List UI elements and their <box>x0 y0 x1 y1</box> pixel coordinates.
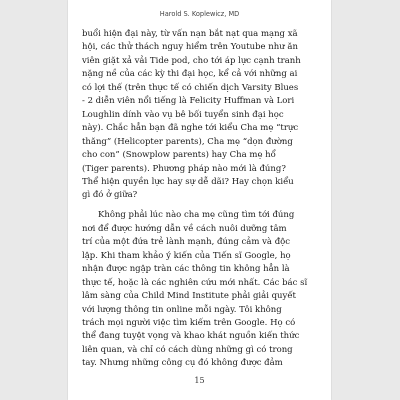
text-line: (Tiger parents). Phương pháp nào mới là đúng? <box>82 163 286 174</box>
text-line: này). Chắc hẳn bạn đã nghe tới kiểu Cha mẹ “trực <box>82 123 299 134</box>
text-line: có lợi thế (trên thực tế có chiến dịch Varsity Blues <box>82 82 299 93</box>
text-line: với lượng thông tin online mỗi ngày. Tôi không <box>82 304 282 315</box>
text-line: lâm sàng của Child Mind Institute phải giải quyết <box>82 291 296 302</box>
text-line: Thể hiện quyền lực hay sự dễ dãi? Hay chọn kiểu <box>82 176 294 187</box>
text-line: Loughlin dính vào vụ bê bối tuyển sinh đại học <box>82 109 284 120</box>
text-line: cho con” (Snowplow parents) hay Cha mẹ hổ <box>82 150 276 161</box>
paragraph-1 <box>82 28 322 203</box>
text-line: thể đang tuyệt vọng và khao khát nguồn kiến thức <box>82 331 300 342</box>
text-line: tay. Nhưng những công cụ đó không được đảm <box>82 358 283 369</box>
text-line: nặng nề của các kỳ thi đại học, kể cả với những ai <box>82 69 298 80</box>
text-line: nơi để được hướng dẫn về cách nuôi dưỡng tâm <box>82 223 287 234</box>
text-line: - 2 diễn viên nổi tiếng là Felicity Huffman và Lori <box>82 96 295 107</box>
text-line: thực tế, hoặc là các nghiên cứu mới nhất. Các bác sĩ <box>82 277 308 288</box>
page-number: 15 <box>194 376 205 385</box>
text-line: trách mọi người việc tìm kiếm trên Google. Họ có <box>82 318 296 329</box>
text-line: nhận được ngập tràn các thông tin không hẳn là <box>82 264 290 275</box>
text-line: Không phải lúc nào cha mẹ cũng tìm tới đúng <box>98 210 295 221</box>
text-line: liên quan, và chỉ có cách dùng những gì có trong <box>82 344 293 355</box>
text-line: hội, các thử thách nguy hiểm trên Youtube như ăn <box>82 42 298 53</box>
text-line: lập. Khi tham khảo ý kiến của Tiến sĩ Google, họ <box>82 250 291 261</box>
text-line: trí của một đứa trẻ lành mạnh, đúng cảm và độc <box>82 237 291 248</box>
text-line: viên giặt xả vải Tide pod, cho tới áp lực cạnh tranh <box>82 55 301 66</box>
text-line: gì đó ở giữa? <box>82 190 138 201</box>
book-page <box>68 0 331 400</box>
text-line: buổi hiện đại này, từ vấn nạn bắt nạt qua mạng xã <box>82 29 298 39</box>
body-text <box>82 28 322 371</box>
paragraph-2 <box>82 209 322 370</box>
running-header: Harold S. Koplewicz, MD <box>159 10 240 18</box>
text-line: thăng” (Helicopter parents), Cha mẹ “dọn đường <box>82 136 293 147</box>
